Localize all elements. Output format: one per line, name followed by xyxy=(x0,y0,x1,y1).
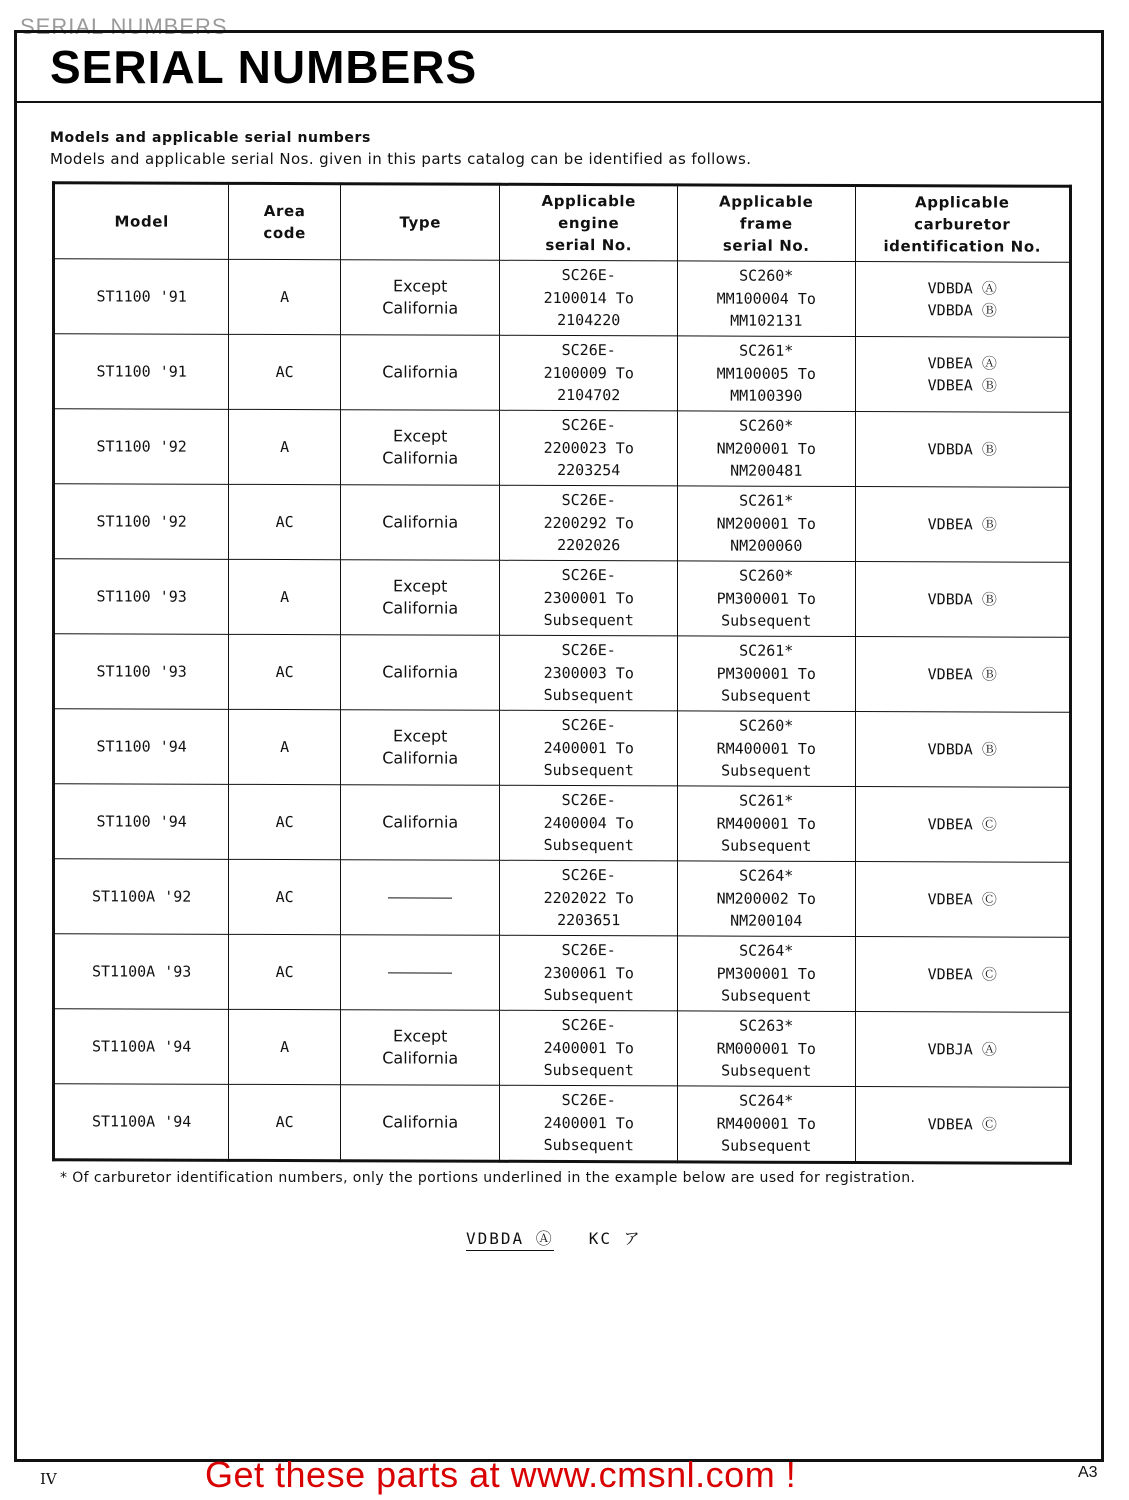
cell-engine-serial: SC26E- 2200023 To 2203254 xyxy=(500,410,678,486)
cell-carburetor-id: VDBDA Ⓑ xyxy=(855,712,1071,788)
table-row xyxy=(54,1084,1071,1164)
cell-model: ST1100A '93 xyxy=(54,934,229,1010)
cell-engine-serial: SC26E- 2202022 To 2203651 xyxy=(500,860,678,936)
cell-model: ST1100 '93 xyxy=(54,559,229,635)
table-row xyxy=(54,709,1071,788)
table-row xyxy=(54,1009,1071,1088)
cell-type: California xyxy=(340,785,500,861)
cell-type xyxy=(340,935,500,1011)
cell-model: ST1100 '91 xyxy=(54,259,229,335)
cell-carburetor-id: VDBDA Ⓑ xyxy=(855,562,1071,638)
cell-engine-serial: SC26E- 2400001 To Subsequent xyxy=(500,1010,678,1086)
table-row xyxy=(54,634,1071,713)
table-row xyxy=(54,259,1071,338)
cell-carburetor-id: VDBDA Ⓐ VDBDA Ⓑ xyxy=(855,262,1071,338)
cell-model: ST1100 '91 xyxy=(54,334,229,410)
example-remaining-portion: KC ア xyxy=(588,1229,642,1248)
dash-mark xyxy=(388,897,452,898)
cell-engine-serial: SC26E- 2100014 To 2104220 xyxy=(500,260,678,336)
cell-area-code: A xyxy=(229,709,341,784)
cell-engine-serial: SC26E- 2400004 To Subsequent xyxy=(500,785,678,861)
cell-carburetor-id: VDBEA Ⓒ xyxy=(855,862,1071,938)
table-row xyxy=(54,484,1071,563)
page-number-left: IV xyxy=(40,1470,57,1488)
table-row xyxy=(54,784,1071,863)
cell-type: Except California xyxy=(340,410,500,486)
cell-frame-serial: SC260* PM300001 To Subsequent xyxy=(677,561,855,637)
cell-area-code: AC xyxy=(229,634,341,709)
cell-engine-serial: SC26E- 2300061 To Subsequent xyxy=(500,935,678,1011)
cell-engine-serial: SC26E- 2400001 To Subsequent xyxy=(500,1085,678,1162)
cell-model: ST1100 '92 xyxy=(54,484,229,560)
cell-area-code: A xyxy=(229,259,341,334)
cell-carburetor-id: VDBEA Ⓒ xyxy=(855,1087,1071,1164)
cell-engine-serial: SC26E- 2300001 To Subsequent xyxy=(500,560,678,636)
promo-banner-link[interactable]: Get these parts at www.cmsnl.com ! xyxy=(205,1454,797,1495)
cell-frame-serial: SC261* MM100005 To MM100390 xyxy=(677,336,855,412)
cell-frame-serial: SC260* NM200001 To NM200481 xyxy=(677,411,855,487)
cell-engine-serial: SC26E- 2400001 To Subsequent xyxy=(500,710,678,786)
cell-carburetor-id: VDBJA Ⓐ xyxy=(855,1012,1071,1088)
cell-carburetor-id: VDBEA Ⓑ xyxy=(855,637,1071,713)
cell-model: ST1100 '94 xyxy=(54,709,229,785)
cell-type: California xyxy=(340,635,500,711)
table-row xyxy=(54,934,1071,1013)
cell-type: California xyxy=(340,1085,500,1162)
cell-carburetor-id: VDBEA Ⓒ xyxy=(855,937,1071,1013)
cell-type: California xyxy=(340,485,500,561)
header-type: Type xyxy=(340,184,500,261)
footnote: * Of carburetor identification numbers, only the portions underlined in the example below are used for registration. xyxy=(60,1170,916,1186)
cell-model: ST1100A '94 xyxy=(54,1009,229,1085)
serial-numbers-table xyxy=(52,181,1072,1165)
cell-frame-serial: SC264* NM200002 To NM200104 xyxy=(677,861,855,937)
cell-frame-serial: SC260* RM400001 To Subsequent xyxy=(677,711,855,787)
cell-carburetor-id: VDBEA Ⓑ xyxy=(855,487,1071,563)
dash-mark xyxy=(388,972,452,973)
header-area-code: Area code xyxy=(229,183,341,259)
cell-area-code: AC xyxy=(229,1084,341,1160)
cell-area-code: AC xyxy=(229,784,341,859)
page-number-right: A3 xyxy=(1078,1464,1098,1481)
cell-engine-serial: SC26E- 2100009 To 2104702 xyxy=(500,335,678,411)
cell-area-code: AC xyxy=(229,484,341,559)
cell-type: Except California xyxy=(340,710,500,786)
carburetor-id-example xyxy=(466,1226,642,1249)
cell-carburetor-id: VDBEA Ⓒ xyxy=(855,787,1071,863)
cell-type: Except California xyxy=(340,1010,500,1086)
header-engine-serial: Applicable engine serial No. xyxy=(500,184,678,261)
example-underlined-portion: VDBDA Ⓐ xyxy=(466,1229,554,1251)
cell-frame-serial: SC261* RM400001 To Subsequent xyxy=(677,786,855,862)
cell-type: Except California xyxy=(340,560,500,636)
intro-text: Models and applicable serial Nos. given in this parts catalog can be identified as follows. xyxy=(50,150,752,168)
table-row xyxy=(54,559,1071,638)
cell-area-code: AC xyxy=(229,859,341,934)
cell-carburetor-id: VDBDA Ⓑ xyxy=(855,412,1071,488)
cell-model: ST1100 '94 xyxy=(54,784,229,860)
cell-type xyxy=(340,860,500,936)
table-row xyxy=(54,859,1071,938)
cell-area-code: A xyxy=(229,409,341,484)
cell-area-code: AC xyxy=(229,334,341,409)
cell-area-code: AC xyxy=(229,934,341,1009)
header-carburetor-id: Applicable carburetor identification No. xyxy=(855,186,1071,263)
cell-frame-serial: SC260* MM100004 To MM102131 xyxy=(677,261,855,337)
cell-type: Except California xyxy=(340,260,500,336)
table-body xyxy=(54,259,1071,1164)
header-model: Model xyxy=(54,183,229,260)
cell-frame-serial: SC261* NM200001 To NM200060 xyxy=(677,486,855,562)
cell-model: ST1100 '92 xyxy=(54,409,229,485)
cell-frame-serial: SC264* PM300001 To Subsequent xyxy=(677,936,855,1012)
cell-area-code: A xyxy=(229,1009,341,1084)
table-header-row xyxy=(54,183,1071,263)
page-title: SERIAL NUMBERS xyxy=(50,41,478,93)
cell-frame-serial: SC261* PM300001 To Subsequent xyxy=(677,636,855,712)
cell-frame-serial: SC263* RM000001 To Subsequent xyxy=(677,1011,855,1087)
section-heading: Models and applicable serial numbers xyxy=(50,130,371,146)
cell-model: ST1100A '94 xyxy=(54,1084,229,1161)
cell-model: ST1100 '93 xyxy=(54,634,229,710)
table-row xyxy=(54,334,1071,413)
cell-engine-serial: SC26E- 2300003 To Subsequent xyxy=(500,635,678,711)
cell-type: California xyxy=(340,335,500,411)
header-frame-serial: Applicable frame serial No. xyxy=(677,185,855,262)
cell-carburetor-id: VDBEA Ⓐ VDBEA Ⓑ xyxy=(855,337,1071,413)
cell-model: ST1100A '92 xyxy=(54,859,229,935)
table-row xyxy=(54,409,1071,488)
page-label: SERIAL NUMBERS xyxy=(20,14,228,39)
title-divider xyxy=(16,101,1104,103)
cell-engine-serial: SC26E- 2200292 To 2202026 xyxy=(500,485,678,561)
cell-area-code: A xyxy=(229,559,341,634)
cell-frame-serial: SC264* RM400001 To Subsequent xyxy=(677,1086,855,1163)
